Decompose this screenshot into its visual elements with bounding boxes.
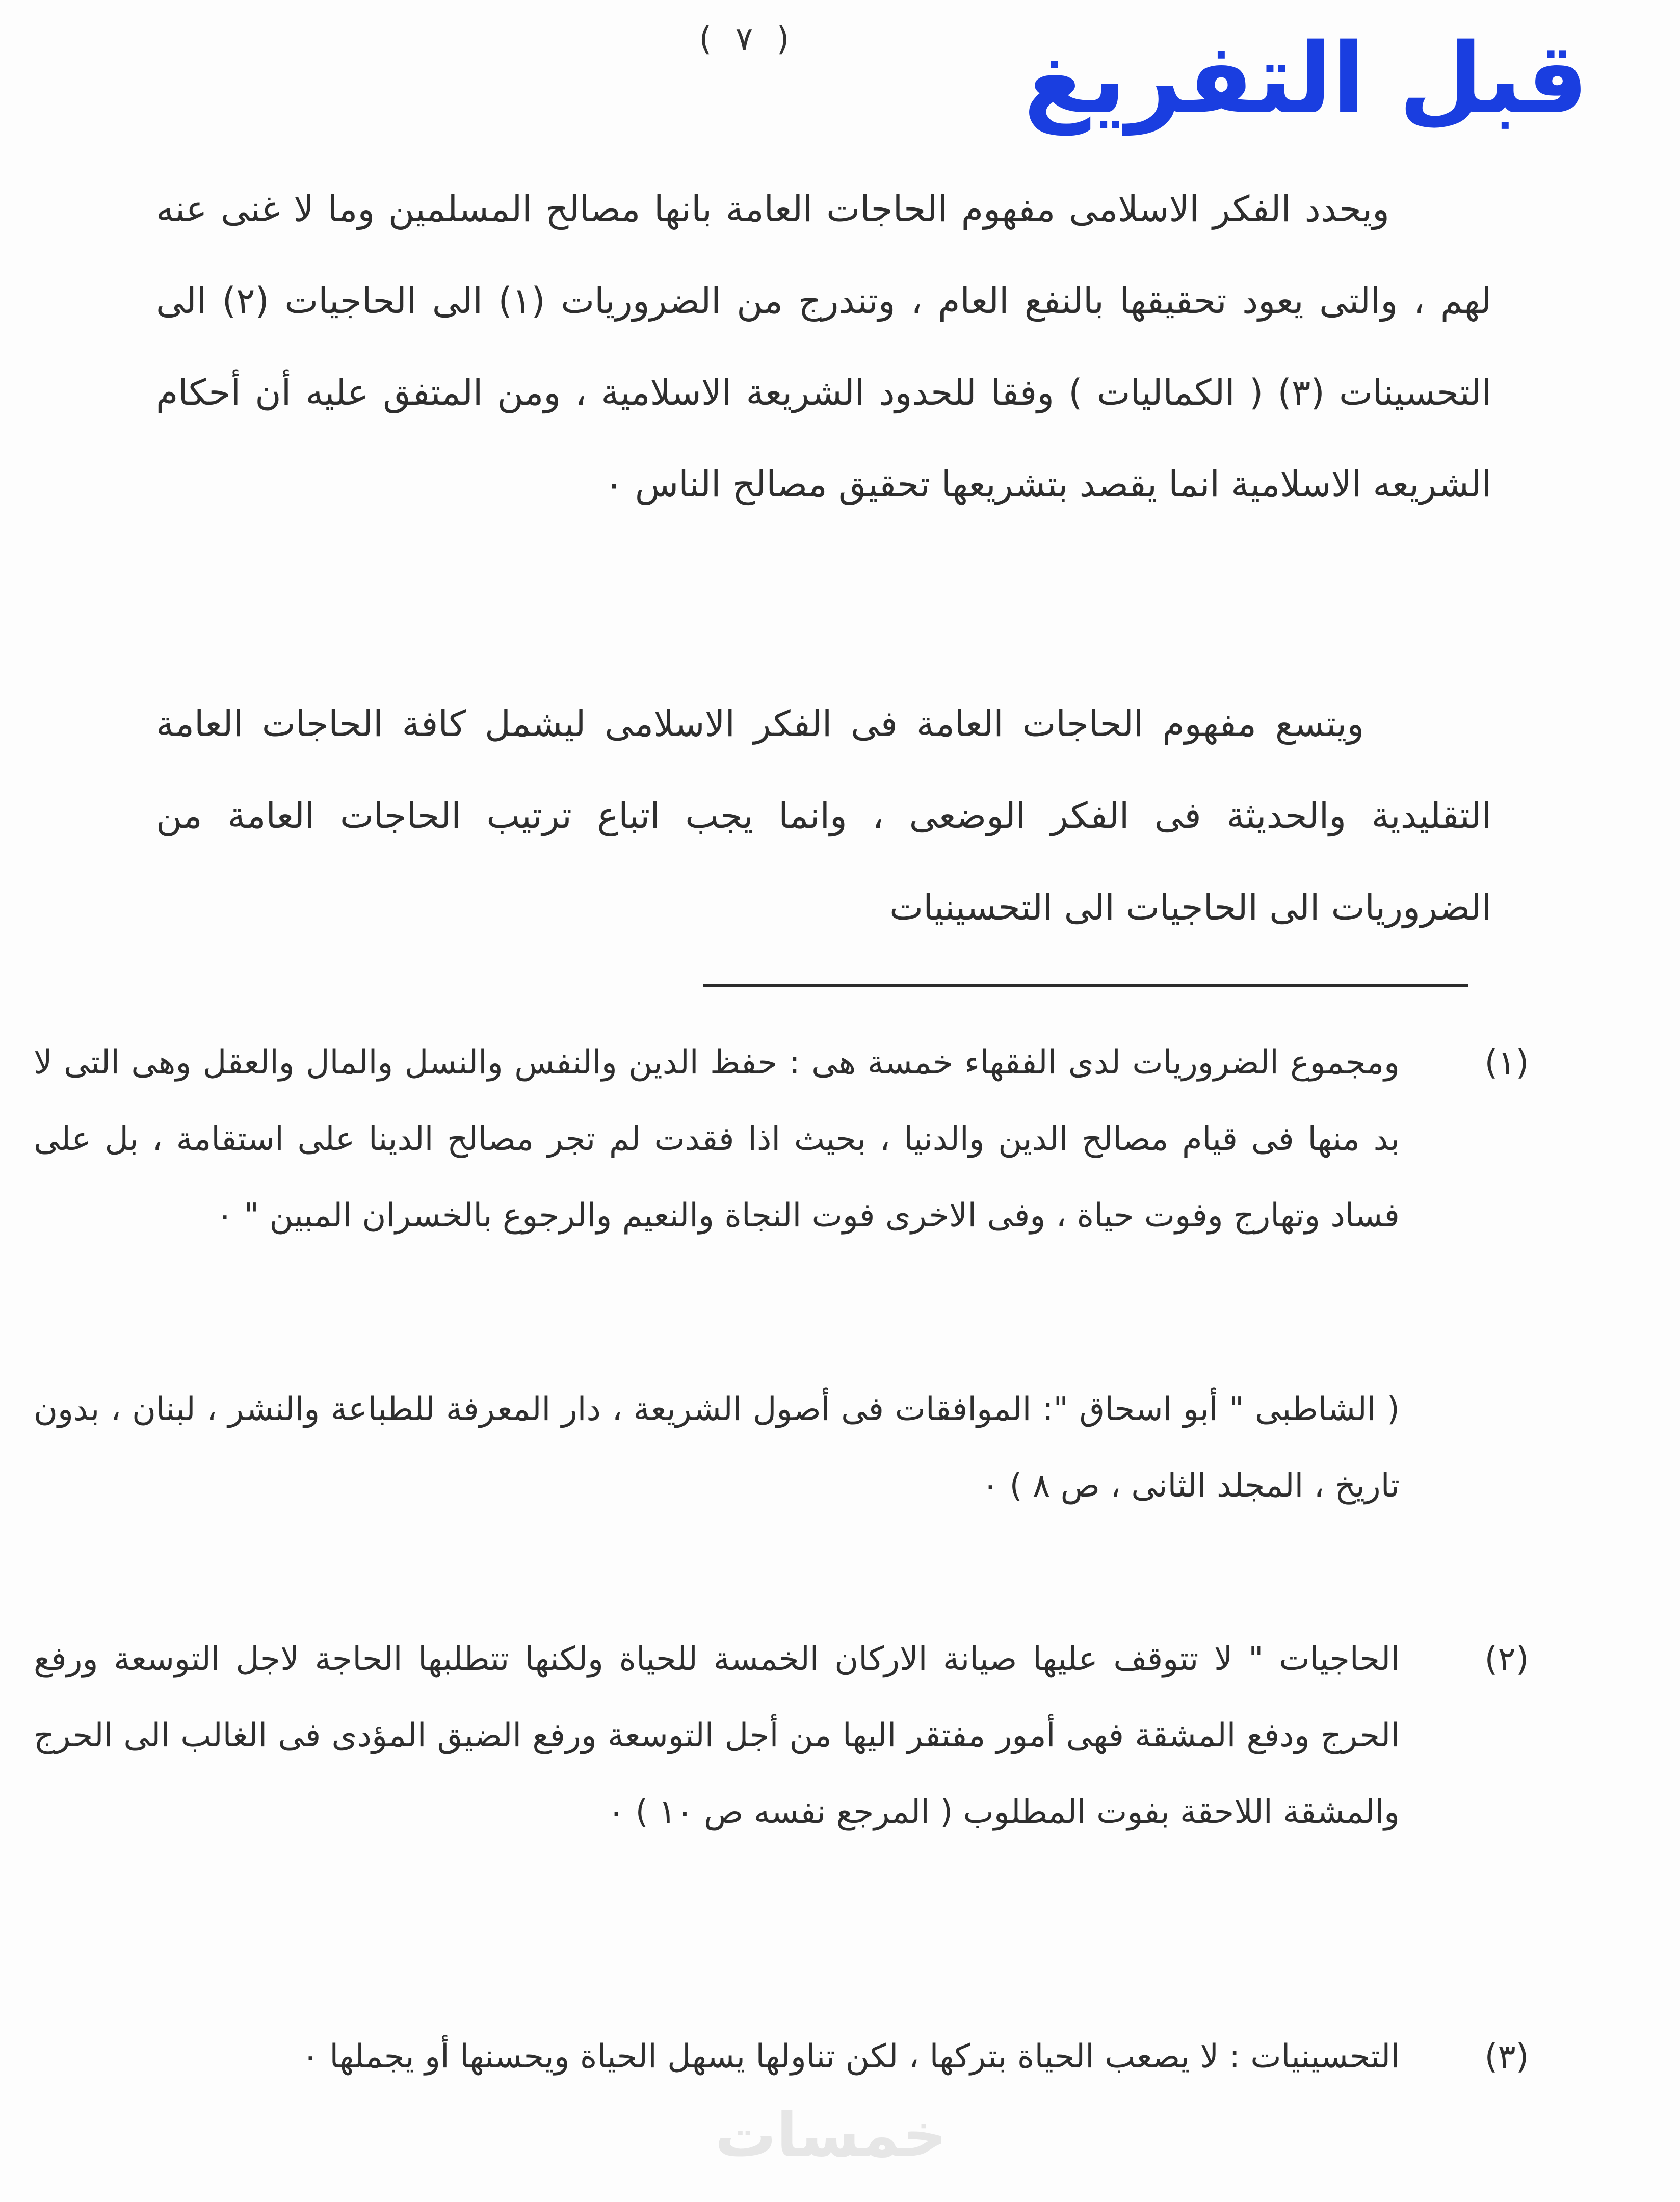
footnote-number: (٣) [1484, 2037, 1529, 2076]
status-stamp: قبل التفريغ [1023, 22, 1588, 135]
footnote-number: (٢) [1484, 1639, 1529, 1679]
page-number: ( ٧ ) [695, 20, 794, 58]
footnote-number: (١) [1484, 1043, 1529, 1082]
watermark: خمسات [715, 2100, 947, 2171]
footnote-separator [703, 984, 1468, 987]
body-paragraph-1: ويحدد الفكر الاسلامى مفهوم الحاجات العامة بانها مصالح المسلمين وما لا غنى عنه لهم ، والتى يعود تحقيقها بالنفع العام ، وتندرج من الضروريات (١) الى الحاجيات (٢) الى التحسينات (٣) ( الكماليات ) وفقا للحدود الشريعة الاسلامية ، ومن المتفق عليه أن أحكام الشريعه الاسلامية انما يقصد بتشريعها تحقيق مصالح الناس ٠ [156, 188, 1492, 505]
footnote-text: ومجموع الضروريات لدى الفقهاء خمسة هى : حفظ الدين والنفس والنسل والمال والعقل وهى التى لا بد منها فى قيام مصالح الدين والدنيا ، بحيث اذا فقدت لم تجر مصالح الدينا على استقامة ، بل على فساد وتهارج وفوت حياة ، وفى الاخرى فوت النجاة والنعيم والرجوع بالخسران المبين " ٠ [34, 1044, 1400, 1235]
footnote-text: الحاجيات " لا تتوقف عليها صيانة الاركان الخمسة للحياة ولكنها تتطلبها الحاجة لاجل التوسعة ورفع الحرج ودفع المشقة فهى أمور مفتقر اليها من أجل التوسعة ورفع الضيق المؤدى فى الغالب الى الحرج والمشقة اللاحقة بفوت المطلوب ( المرجع نفسه ص ١٠ ) ٠ [34, 1640, 1400, 1831]
footnote-citation: ( الشاطبى " أبو اسحاق ": الموافقات فى أصول الشريعة ، دار المعرفة للطباعة والنشر ، لبنان ، بدون تاريخ ، المجلد الثانى ، ص ٨ ) ٠ [34, 1391, 1400, 1505]
footnote-text: التحسينيات : لا يصعب الحياة بتركها ، لكن تناولها يسهل الحياة ويحسنها أو يجملها ٠ [301, 2038, 1400, 2076]
body-paragraph-2: ويتسع مفهوم الحاجات العامة فى الفكر الاسلامى ليشمل كافة الحاجات العامة التقليدية والحديثة فى الفكر الوضعى ، وانما يجب اتباع ترتيب الحاجات العامة من الضروريات الى الحاجيات الى التحسينيات [156, 703, 1491, 928]
